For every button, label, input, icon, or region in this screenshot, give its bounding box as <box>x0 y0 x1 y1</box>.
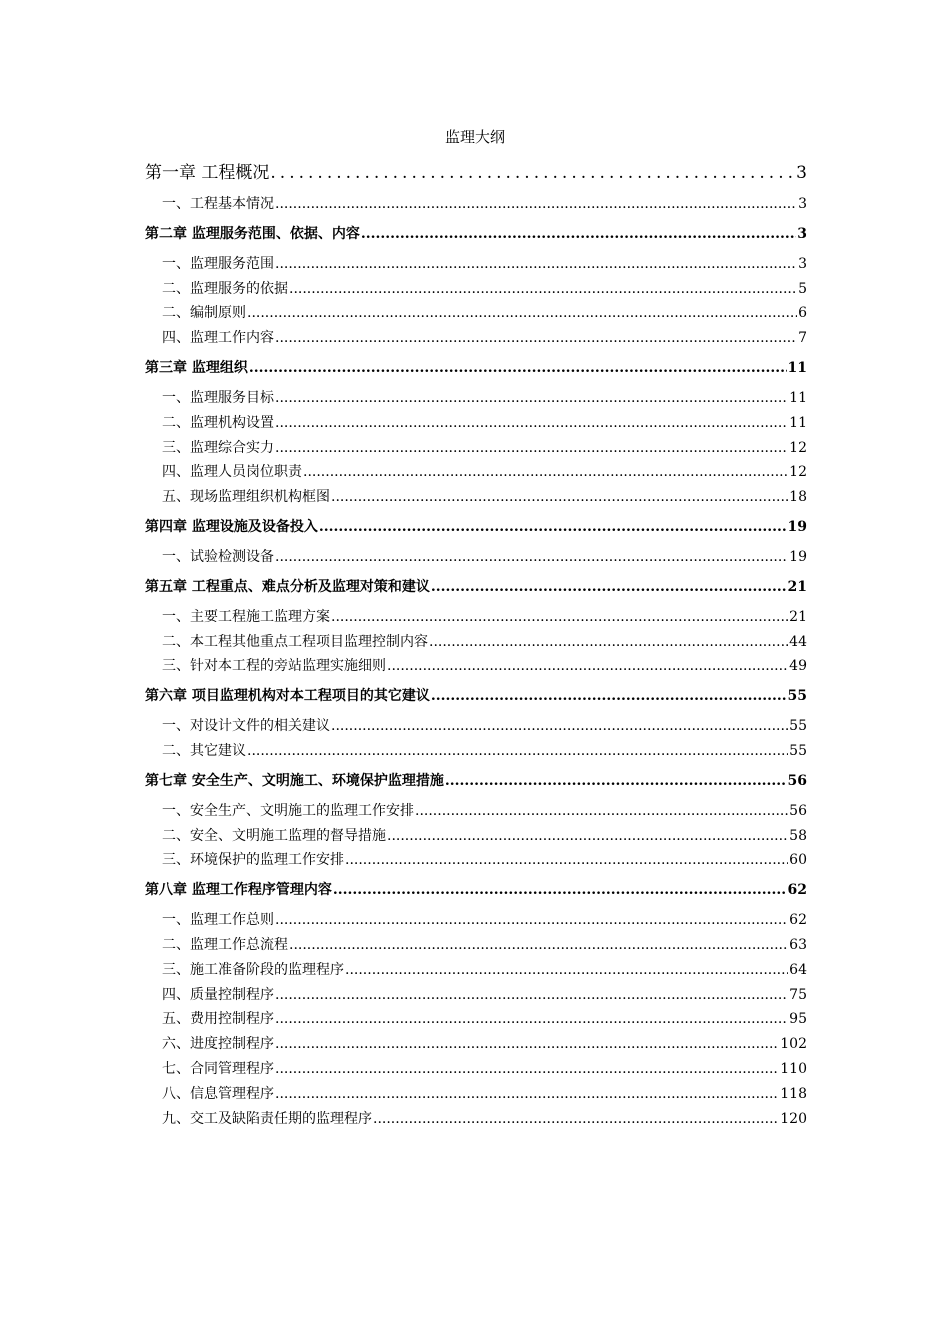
toc-section-entry-page-number: 19 <box>789 548 807 565</box>
dot-leader <box>275 1082 779 1107</box>
toc-chapter-entry[interactable] <box>145 356 807 380</box>
toc-section-entry[interactable] <box>145 824 807 849</box>
dot-leader <box>275 1032 779 1057</box>
toc-section-entry[interactable] <box>145 908 807 933</box>
toc-section-entry-label: 二、监理服务的依据 <box>162 280 288 297</box>
toc-section-entry[interactable] <box>145 411 807 436</box>
toc-section-entry-label: 四、质量控制程序 <box>162 986 274 1003</box>
toc-section-entry-page-number: 64 <box>789 961 807 978</box>
toc-section-entry-page-number: 118 <box>780 1085 807 1102</box>
toc-section-entry-label: 二、安全、文明施工监理的督导措施 <box>162 827 386 844</box>
toc-section-entry-page-number: 3 <box>798 255 807 272</box>
dot-leader <box>275 411 788 436</box>
dot-leader <box>275 1007 788 1032</box>
dot-leader <box>275 192 797 217</box>
toc-section-entry-page-number: 120 <box>780 1110 807 1127</box>
toc-section-entry-page-number: 12 <box>789 439 807 456</box>
toc-chapter-entry-label: 第四章 监理设施及设备投入 <box>145 518 318 535</box>
document-title: 监理大纲 <box>444 128 505 146</box>
toc-section-entry[interactable] <box>145 436 807 461</box>
dot-leader <box>331 485 788 510</box>
toc-chapter-entry-page-number: 19 <box>787 518 807 535</box>
toc-section-entry-label: 八、信息管理程序 <box>162 1085 274 1102</box>
toc-section-entry-label: 五、费用控制程序 <box>162 1011 274 1028</box>
toc-section-entry-page-number: 63 <box>789 936 807 953</box>
dot-leader <box>387 654 788 679</box>
dot-leader <box>331 605 788 630</box>
toc-section-entry[interactable] <box>145 958 807 983</box>
toc-chapter-entry[interactable] <box>145 515 807 539</box>
dot-leader <box>275 983 788 1008</box>
toc-section-entry-page-number: 49 <box>789 658 807 675</box>
toc-section-entry[interactable] <box>145 252 807 277</box>
table-of-contents <box>145 158 807 1131</box>
dot-leader <box>415 799 788 824</box>
toc-section-entry-page-number: 6 <box>798 305 807 322</box>
toc-section-entry-page-number: 102 <box>780 1036 807 1053</box>
toc-section-entry-label: 四、监理人员岗位职责 <box>162 464 302 481</box>
toc-section-entry-label: 七、合同管理程序 <box>162 1060 274 1077</box>
toc-section-entry[interactable] <box>145 1057 807 1082</box>
toc-section-entry-label: 六、进度控制程序 <box>162 1036 274 1053</box>
toc-chapter-entry-page-number: 62 <box>787 882 807 899</box>
dot-leader <box>247 739 788 764</box>
toc-section-entry-page-number: 55 <box>789 742 807 759</box>
toc-section-entry-label: 二、其它建议 <box>162 742 246 759</box>
toc-section-entry-label: 三、环境保护的监理工作安排 <box>162 852 344 869</box>
toc-section-entry[interactable] <box>145 386 807 411</box>
toc-section-entry-page-number: 110 <box>780 1060 807 1077</box>
toc-section-entry[interactable] <box>145 301 807 326</box>
toc-section-entry[interactable] <box>145 933 807 958</box>
toc-section-entry[interactable] <box>145 983 807 1008</box>
dot-leader <box>373 1107 779 1132</box>
toc-section-entry[interactable] <box>145 848 807 873</box>
dot-leader <box>275 386 788 411</box>
dot-leader <box>331 714 788 739</box>
toc-section-entry[interactable] <box>145 630 807 655</box>
toc-chapter-entry[interactable] <box>145 222 807 246</box>
toc-section-entry-page-number: 62 <box>789 912 807 929</box>
dot-leader <box>249 356 787 380</box>
dot-leader <box>275 1057 779 1082</box>
toc-section-entry-label: 一、监理服务目标 <box>162 389 274 406</box>
dot-leader <box>275 545 788 570</box>
toc-chapter-entry-page-number: 3 <box>797 225 807 242</box>
toc-section-entry-page-number: 12 <box>789 464 807 481</box>
toc-section-entry[interactable] <box>145 460 807 485</box>
toc-section-entry-page-number: 56 <box>789 802 807 819</box>
toc-chapter-entry-label: 第八章 监理工作程序管理内容 <box>145 882 332 899</box>
toc-section-entry-label: 一、工程基本情况 <box>162 196 274 212</box>
toc-section-entry[interactable] <box>145 192 807 217</box>
dot-leader <box>247 301 797 326</box>
toc-section-entry[interactable] <box>145 654 807 679</box>
toc-section-entry[interactable] <box>145 277 807 302</box>
toc-section-entry[interactable] <box>145 485 807 510</box>
dot-leader <box>270 158 795 188</box>
toc-section-entry-label: 三、针对本工程的旁站监理实施细则 <box>162 658 386 675</box>
toc-chapter-entry-page-number: 21 <box>787 578 807 595</box>
toc-section-entry[interactable] <box>145 1082 807 1107</box>
toc-section-entry-label: 三、施工准备阶段的监理程序 <box>162 961 344 978</box>
toc-section-entry-page-number: 21 <box>789 608 807 625</box>
dot-leader <box>275 908 788 933</box>
dot-leader <box>361 222 796 246</box>
dot-leader <box>345 958 788 983</box>
dot-leader <box>275 326 797 351</box>
toc-chapter-entry-page-number: 55 <box>787 688 807 705</box>
toc-section-entry-page-number: 95 <box>789 1011 807 1028</box>
toc-section-entry-page-number: 60 <box>789 852 807 869</box>
toc-section-entry[interactable] <box>145 326 807 351</box>
toc-chapter-entry[interactable] <box>145 769 807 793</box>
toc-section-entry-label: 四、监理工作内容 <box>162 330 274 347</box>
toc-section-entry-label: 一、对设计文件的相关建议 <box>162 718 330 735</box>
dot-leader <box>319 515 787 539</box>
toc-chapter-entry-label: 第七章 安全生产、文明施工、环境保护监理措施 <box>145 772 444 789</box>
toc-section-entry-page-number: 44 <box>789 633 807 650</box>
dot-leader <box>345 848 788 873</box>
toc-section-entry-label: 一、监理服务范围 <box>162 255 274 272</box>
toc-section-entry-label: 五、现场监理组织机构框图 <box>162 489 330 506</box>
toc-section-entry-page-number: 5 <box>798 280 807 297</box>
toc-section-entry-label: 一、安全生产、文明施工的监理工作安排 <box>162 802 414 819</box>
toc-section-entry-label: 一、主要工程施工监理方案 <box>162 608 330 625</box>
dot-leader <box>275 252 797 277</box>
dot-leader <box>275 436 788 461</box>
toc-section-entry[interactable] <box>145 545 807 570</box>
toc-section-entry[interactable] <box>145 1007 807 1032</box>
toc-section-entry-label: 一、试验检测设备 <box>162 548 274 565</box>
toc-chapter-entry-page-number: 11 <box>787 359 807 376</box>
dot-leader <box>333 878 787 902</box>
toc-chapter-entry-label: 第一章 工程概况 <box>145 163 270 183</box>
dot-leader <box>289 277 797 302</box>
dot-leader <box>289 933 788 958</box>
toc-chapter-entry-label: 第六章 项目监理机构对本工程项目的其它建议 <box>145 688 430 705</box>
toc-chapter-entry[interactable] <box>145 575 807 599</box>
dot-leader <box>431 575 787 599</box>
toc-chapter-entry-label: 第三章 监理组织 <box>145 359 248 376</box>
toc-section-entry-page-number: 11 <box>789 414 807 431</box>
toc-section-entry-label: 二、本工程其他重点工程项目监理控制内容 <box>162 633 428 650</box>
toc-section-entry[interactable] <box>145 605 807 630</box>
toc-section-entry-page-number: 18 <box>789 489 807 506</box>
toc-chapter-entry-label: 第二章 监理服务范围、依据、内容 <box>145 225 360 242</box>
toc-section-entry-label: 二、编制原则 <box>162 305 246 322</box>
toc-section-entry[interactable] <box>145 799 807 824</box>
toc-section-entry[interactable] <box>145 739 807 764</box>
toc-section-entry[interactable] <box>145 714 807 739</box>
toc-section-entry-label: 二、监理工作总流程 <box>162 936 288 953</box>
toc-section-entry[interactable] <box>145 1032 807 1057</box>
toc-section-entry-label: 三、监理综合实力 <box>162 439 274 456</box>
toc-chapter-entry[interactable] <box>145 158 807 188</box>
dot-leader <box>429 630 788 655</box>
toc-chapter-entry-label: 第五章 工程重点、难点分析及监理对策和建议 <box>145 578 430 595</box>
toc-section-entry-page-number: 58 <box>789 827 807 844</box>
toc-section-entry-label: 一、监理工作总则 <box>162 912 274 929</box>
toc-section-entry[interactable] <box>145 1107 807 1132</box>
toc-section-entry-page-number: 3 <box>798 196 807 212</box>
toc-chapter-entry-page-number: 3 <box>796 163 807 183</box>
dot-leader <box>303 460 788 485</box>
toc-section-entry-page-number: 11 <box>789 389 807 406</box>
toc-chapter-entry[interactable] <box>145 684 807 708</box>
toc-section-entry-page-number: 55 <box>789 718 807 735</box>
dot-leader <box>387 824 788 849</box>
toc-chapter-entry[interactable] <box>145 878 807 902</box>
toc-chapter-entry-page-number: 56 <box>787 772 807 789</box>
toc-section-entry-label: 二、监理机构设置 <box>162 414 274 431</box>
dot-leader <box>445 769 787 793</box>
dot-leader <box>431 684 787 708</box>
toc-section-entry-label: 九、交工及缺陷责任期的监理程序 <box>162 1110 372 1127</box>
toc-section-entry-page-number: 7 <box>798 330 807 347</box>
toc-section-entry-page-number: 75 <box>789 986 807 1003</box>
